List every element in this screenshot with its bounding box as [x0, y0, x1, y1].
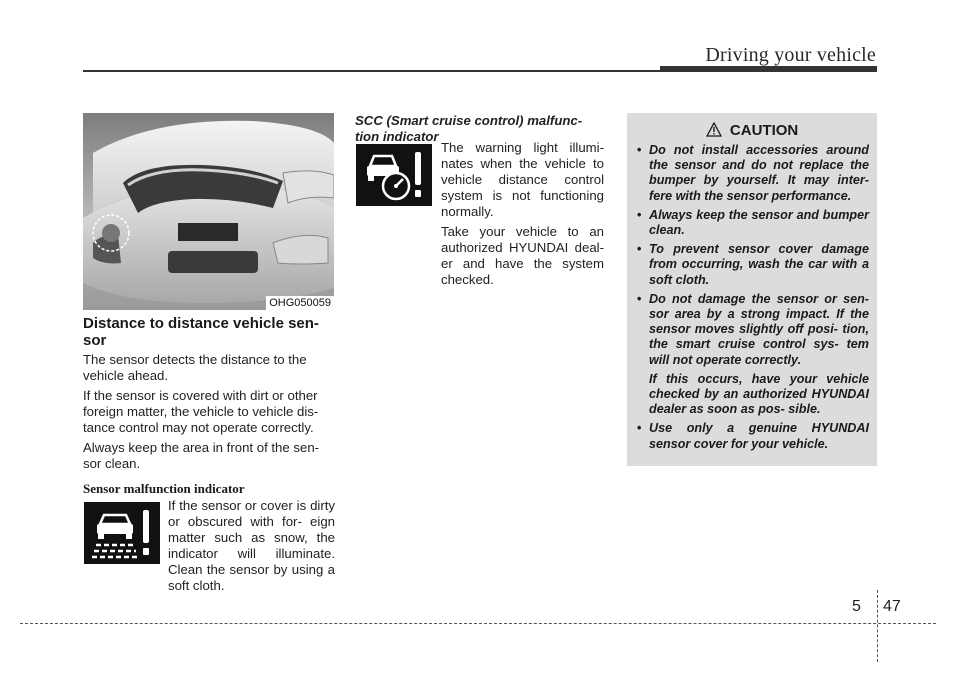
car-sensor-warning-icon: [84, 502, 160, 564]
list-item: • Do not install accessories around the sensor and do not replace the bumper by yourself. It may inter- fere with the sensor performance.: [637, 143, 869, 204]
scc-title: SCC (Smart cruise control) malfunc- tion indicator: [355, 113, 583, 144]
list-item: • To prevent sensor cover damage from occurring, wash the car with a soft cloth.: [637, 242, 869, 288]
car-front-illustration: [83, 113, 334, 310]
list-item: If this occurs, have your vehicle checked by an authorized HYUNDAI dealer as soon as pos- sible.: [649, 371, 869, 417]
paragraph: The warning light illumi- nates when the vehicle to vehicle distance control system is not functioning normally.: [441, 140, 604, 219]
caution-heading-text: CAUTION: [729, 122, 799, 139]
photo-code: OHG050059: [266, 296, 334, 310]
paragraph: Always keep the area in front of the sen- sor clean.: [83, 440, 320, 471]
caution-heading: [637, 121, 867, 141]
warning-triangle-icon: [706, 122, 722, 137]
footer-vertical-divider: [877, 590, 878, 662]
paragraph: The sensor detects the distance to the vehicle ahead.: [83, 352, 307, 383]
section-title-text: Distance to distance vehicle sen- sor: [83, 315, 319, 349]
chapter-number: 5: [852, 598, 861, 615]
sensor-malfunction-text: If the sensor or cover is dirty or obscured with for- eign matter such as snow, the indicator will illuminate. Clean the sensor by using a soft cloth.: [168, 498, 335, 593]
paragraph: Take your vehicle to an authorized HYUNDAI deal- er and have the system checked.: [441, 224, 604, 287]
car-front-photo: [83, 113, 334, 310]
scc-text: [441, 140, 604, 292]
header-rule-thin: [83, 70, 660, 72]
list-item: • Use only a genuine HYUNDAI sensor cover for your vehicle.: [637, 421, 869, 451]
list-item: • Always keep the sensor and bumper clean.: [637, 208, 869, 238]
scc-malfunction-icon: [356, 144, 432, 206]
header-rule-thick: [660, 66, 877, 72]
footer-dashed-line: [20, 623, 936, 624]
car-speedometer-warning-icon: [356, 144, 432, 206]
sensor-malfunction-icon: [84, 502, 160, 564]
sub-title: Sensor malfunction indicator: [83, 481, 245, 496]
left-body: [83, 352, 338, 476]
caution-box: [627, 113, 877, 466]
list-item: • Do not damage the sensor or sen- sor area by a strong impact. If the sensor moves slightly off posi- tion, the smart cruise control sys- tem will not operate correctly.: [637, 292, 869, 368]
caution-list: [637, 143, 869, 456]
page-number: 47: [883, 598, 901, 615]
section-title: [83, 315, 338, 349]
header-title: Driving your vehicle: [705, 44, 876, 66]
paragraph: If the sensor is covered with dirt or other foreign matter, the vehicle to vehicle dis- tance control may not operate correctly.: [83, 388, 319, 435]
